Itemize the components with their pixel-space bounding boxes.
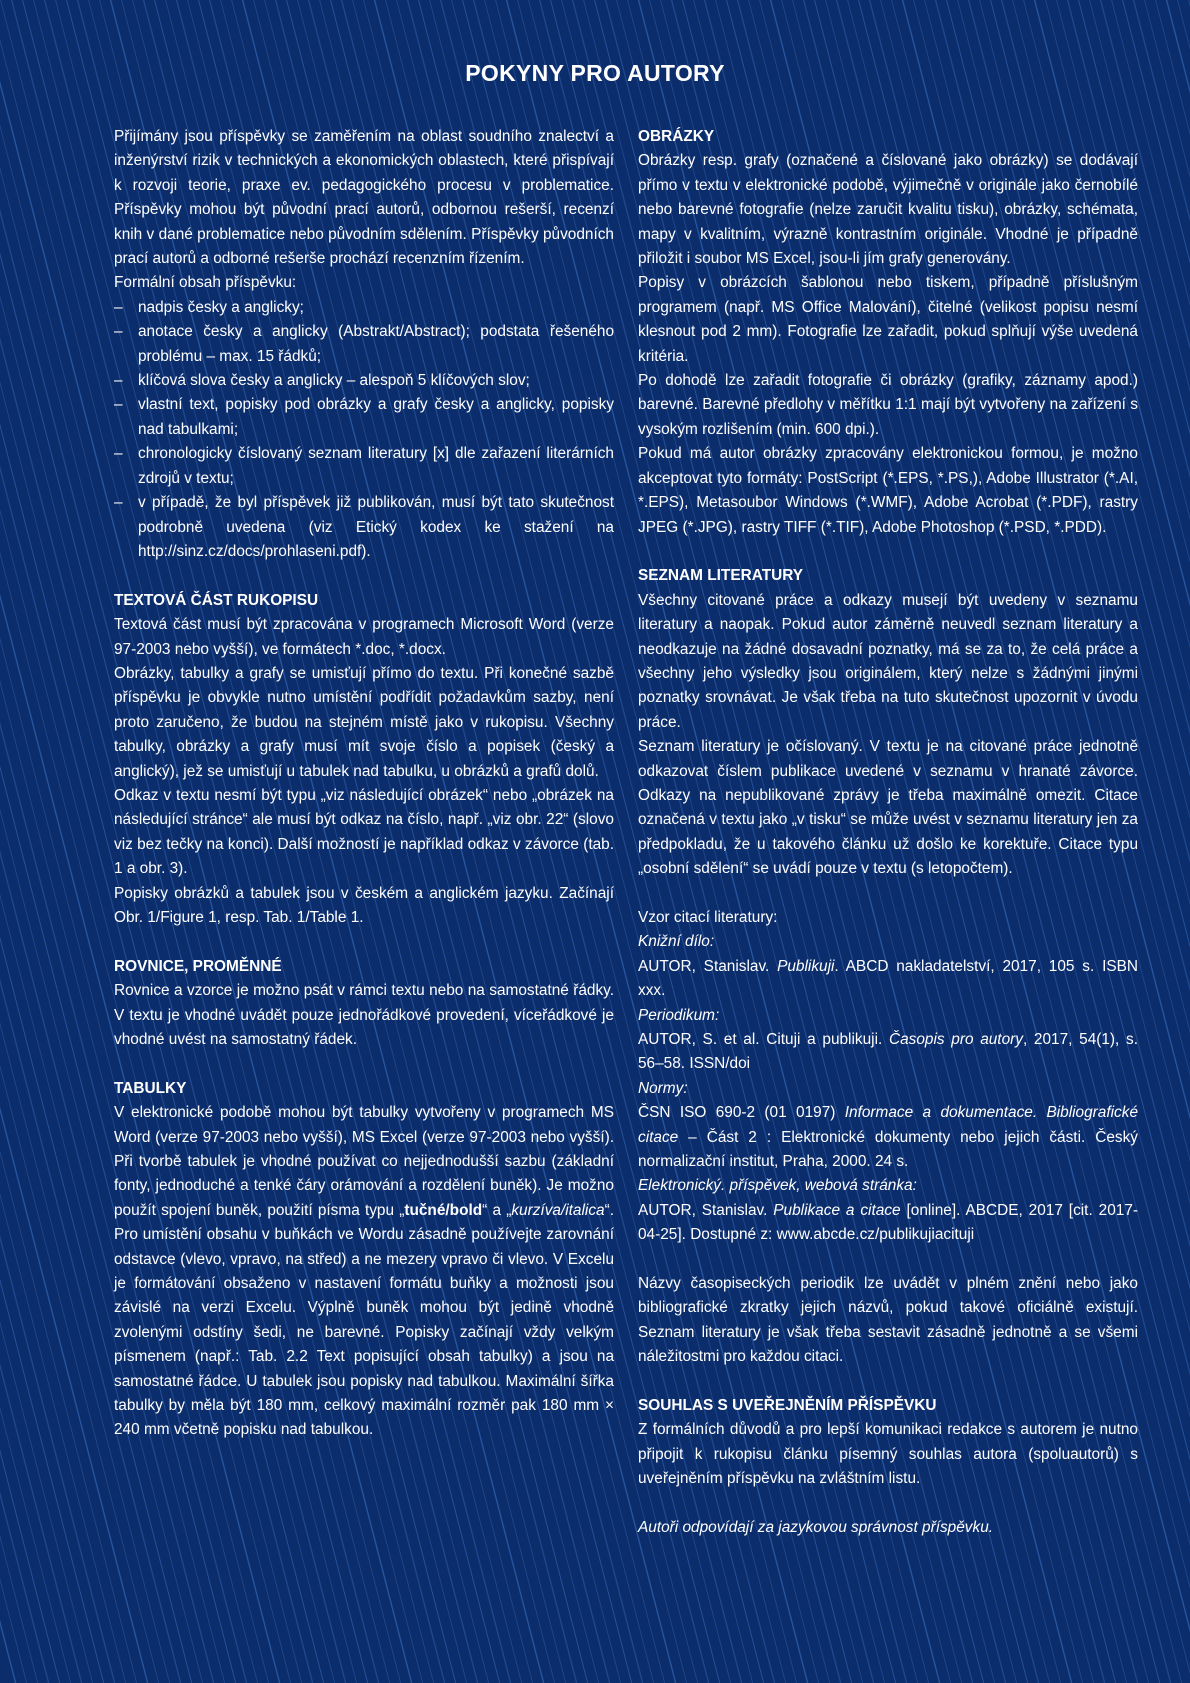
section-heading-tables: TABULKY (114, 1079, 187, 1097)
list-item: – nadpis česky a anglicky; (114, 296, 614, 320)
intro-paragraph: Přijímány jsou příspěvky se zaměřením na oblast soudního znalectví a inženýrství rizik v technických a ekonomických oblastech, které přispívají k rozvoji teorie, praxe ev. pedagogického procesu v problematice. Příspěvky mohou být původní prací autorů, odbornou rešerší, recenzí knih v dané problematice nebo původním sdělením. Příspěvky původních prací autorů a odborné rešerše prochází recenzním řízením. (114, 128, 614, 268)
citation-example (638, 1101, 1138, 1174)
formal-content-list (114, 296, 614, 564)
text-run: , 2017, 54(1), s. 56–58. ISSN/doi (638, 1031, 1138, 1073)
citation-type-label: Periodikum: (638, 1006, 720, 1024)
paragraph (114, 1101, 614, 1443)
text-run: AUTOR, Stanislav. (638, 957, 778, 975)
text-run: . ABCD nakladatelství, 2017, 105 s. ISBN xxx. (638, 957, 1138, 1000)
text-run: AUTOR, Stanislav. (638, 1201, 774, 1219)
paragraph: Popisky obrázků a tabulek jsou v českém a anglickém jazyku. Začínají Obr. 1/Figure 1, resp. Tab. 1/Table 1. (114, 884, 614, 926)
section-heading-equations: ROVNICE, PROMĚNNÉ (114, 957, 282, 975)
paragraph: Rovnice a vzorce je možno psát v rámci textu nebo na samostatné řádky. V textu je vhodné uvádět pouze jednořádkové provedení, víceřádkové je vhodné uvést na samostatný řádek. (114, 982, 614, 1048)
italic-text: kurzíva/italica (511, 1201, 605, 1219)
italic-text: Publikuji (777, 957, 835, 975)
list-item: – anotace česky a anglicky (Abstrakt/Abstract); podstata řešeného problému – max. 15 řádků; (114, 320, 614, 369)
pattern-line (1164, 0, 1190, 1683)
italic-text: Publikace a citace (773, 1201, 901, 1219)
paragraph: Popisy v obrázcích šablonou nebo tiskem, případně příslušným programem (např. MS Office Malování), čitelné (velikost popisu nesmí klesnout pod 2 mm). Fotografie lze zařadit, pokud splňují výše uvedená kritéria. (638, 274, 1138, 365)
text-run: “. Pro umístění obsahu v buňkách ve Wordu zásadně používejte zarovnání odstavce (vlevo, vpravo, na střed) a ne mezery vpravo či vlevo. V Excelu je formátování obsaženo v nastavení formátu buňky a možnosti jsou závislé na verzi Excelu. Výplně buněk mohou být jedině vhodně zvolenými odstíny šedi, ne barevné. Popisky začínají vždy velkým písmenem (např.: Tab. 2.2 Text popisující obsah tabulky) a jsou na samostatné řádce. U tabulek jsou popisky nad tabulkou. Maximální šířka tabulky by měla být 180 mm, celkový maximální rozměr pak 180 mm × 240 mm včetně popisku nad tabulkou. (114, 1201, 614, 1439)
citation-example (638, 1028, 1138, 1077)
right-column (638, 125, 1138, 1540)
citation-example (638, 955, 1138, 1004)
section-heading-text-part: TEXTOVÁ ČÁST RUKOPISU (114, 591, 319, 609)
paragraph: Z formálních důvodů a pro lepší komunikaci redakce s autorem je nutno připojit k rukopisu článku písemný souhlas autora (spoluautorů) s uveřejněním příspěvku na zvláštním listu. (638, 1421, 1138, 1488)
citation-type-label: Elektronický. příspěvek, webová stránka: (638, 1177, 917, 1195)
text-run: ČSN ISO 690-2 (01 0197) (638, 1104, 845, 1122)
list-item: – v případě, že byl příspěvek již publikován, musí být tato skutečnost podrobně uvedena (viz Etický kodex ke stažení na http://sinz.cz/docs/prohlaseni.pdf). (114, 491, 614, 564)
citation-example (638, 1199, 1138, 1248)
paragraph: Po dohodě lze zařadit fotografie či obrázky (grafiky, záznamy apod.) barevné. Barevné předlohy v měřítku 1:1 mají být vytvořeny na zařízení s vysokým rozlišením (min. 600 dpi.). (638, 372, 1138, 438)
bold-text: tučné/bold (404, 1201, 483, 1219)
paragraph: Obrázky resp. grafy (označené a číslované jako obrázky) se dodávají přímo v textu v elektronické podobě, výjimečně v originále jako černobílé nebo barevné fotografie (nelze zaručit kvalitu tisku), obrázky, schémata, mapy v kvalitním, výrazně kontrastním originále. Vhodné je případně přiložit i soubor MS Excel, jsou-li jím grafy generovány. (638, 152, 1138, 268)
paragraph: Textová část musí být zpracována v programech Microsoft Word (verze 97-2003 nebo vyšší), ve formátech *.doc, *.docx. (114, 616, 614, 658)
paragraph: Názvy časopiseckých periodik lze uvádět v plném znění nebo jako bibliografické zkratky jejich názvů, pokud takové oficiálně existují. Seznam literatury je však třeba sestavit zásadně jednotně a se všemi náležitostmi pro každou citaci. (638, 1275, 1138, 1366)
list-item: – vlastní text, popisky pod obrázky a grafy česky a anglicky, popisky nad tabulkami; (114, 393, 614, 442)
paragraph: Všechny citované práce a odkazy musejí být uvedeny v seznamu literatury a naopak. Pokud autor záměrně neuvedl seznam literatury a neodkazuje na žádné dosavadní poznatky, má se za to, že celá práce a všechny jeho výsledky jsou originálem, který nelze s žádnými jinými poznatky srovnávat. Je však třeba na tuto skutečnost upozornit v úvodu práce. (638, 591, 1138, 731)
list-item: – chronologicky číslovaný seznam literatury [x] dle zařazení literárních zdrojů v textu; (114, 442, 614, 491)
text-run: “ a „ (482, 1201, 512, 1219)
pattern-line (0, 0, 119, 1683)
pattern-line (1186, 0, 1190, 1683)
paragraph: Pokud má autor obrázky zpracovány elektronickou formou, je možno akceptovat tyto formáty: PostScript (*.EPS, *.PS,), Adobe Illustrator (*.AI, *.EPS), Metasoubor Windows (*.WMF), Adobe Acrobat (*.PDF), rastry JPEG (*.JPG), rastry TIFF (*.TIF), Adobe Photoshop (*.PSD, *.PDD). (638, 445, 1138, 536)
section-heading-images: OBRÁZKY (638, 128, 715, 145)
italic-text: Časopis pro autory (888, 1031, 1023, 1048)
closing-note: Autoři odpovídají za jazykovou správnost příspěvku. (638, 1519, 994, 1537)
text-run: AUTOR, S. et al. Cituji a publikuji. (638, 1031, 889, 1048)
text-run: – Část 2 : Elektronické dokumenty nebo jejich části. Český normalizační institut, Praha, 2000. 24 s. (638, 1128, 1138, 1171)
paragraph: Seznam literatury je očíslovaný. V textu je na citované práce jednotně odkazovat číslem publikace uvedené v seznamu v hranaté závorce. Odkazy na nepublikované zprávy je třeba maximálně omezit. Citace označená v textu jako „v tisku“ se může uvést v seznamu literatury jen za předpokladu, že u takového článku už došlo ke korektuře. Citace typu „osobní sdělení“ se uvádí pouze v textu (s letopočtem). (638, 738, 1138, 878)
list-item: – klíčová slova česky a anglicky – alespoň 5 klíčových slov; (114, 369, 614, 393)
citation-type-label: Knižní dílo: (638, 933, 715, 951)
section-heading-consent: SOUHLAS S UVEŘEJNĚNÍM PŘÍSPĚVKU (638, 1397, 937, 1415)
italic-text: Informace a dokumentace. Bibliografické citace (638, 1104, 1139, 1146)
pattern-line (0, 0, 42, 1683)
citation-type-label: Normy: (638, 1079, 688, 1097)
page-title: POKYNY PRO AUTORY (465, 60, 725, 86)
citation-sample-label: Vzor citací literatury: (638, 908, 778, 926)
paragraph: Obrázky, tabulky a grafy se umisťují přímo do textu. Při konečné sazbě příspěvku je obvykle nutno umístění podřídit požadavkům sazby, není proto zaručeno, že budou na stejném místě jako v rukopisu. Všechny tabulky, obrázky a grafy musí mít svoje číslo a popisek (český a anglický), jež se umisťují u tabulek nad tabulku, u obrázků a grafů dolů. (114, 664, 614, 780)
formal-content-label: Formální obsah příspěvku: (114, 274, 297, 292)
left-column (114, 125, 614, 1443)
paragraph: Odkaz v textu nesmí být typu „viz následující obrázek“ nebo „obrázek na následující stránce“ ale musí být odkaz na číslo, např. „viz obr. 22“ (slovo viz bez tečky na konci). Další možností je například odkaz v závorce (tab. 1 a obr. 3). (114, 786, 614, 878)
text-run: [online]. ABCDE, 2017 [cit. 2017-04-25]. Dostupné z: www.abcde.cz/publikujiacituji (638, 1201, 1139, 1244)
text-run: V elektronické podobě mohou být tabulky vytvořeny v programech MS Word (verze 97-2003 nebo vyšší), MS Excel (verze 97-2003 nebo vyšší). Při tvorbě tabulek je vhodné používat co nejjednodušší sazbu (základní fonty, jednoduché a tenké čáry orámování a rozdělení buněk). Je možno použít spojení buněk, použití písma typu „ (114, 1104, 614, 1219)
pattern-line (0, 0, 31, 1683)
section-heading-literature: SEZNAM LITERATURY (638, 567, 804, 585)
